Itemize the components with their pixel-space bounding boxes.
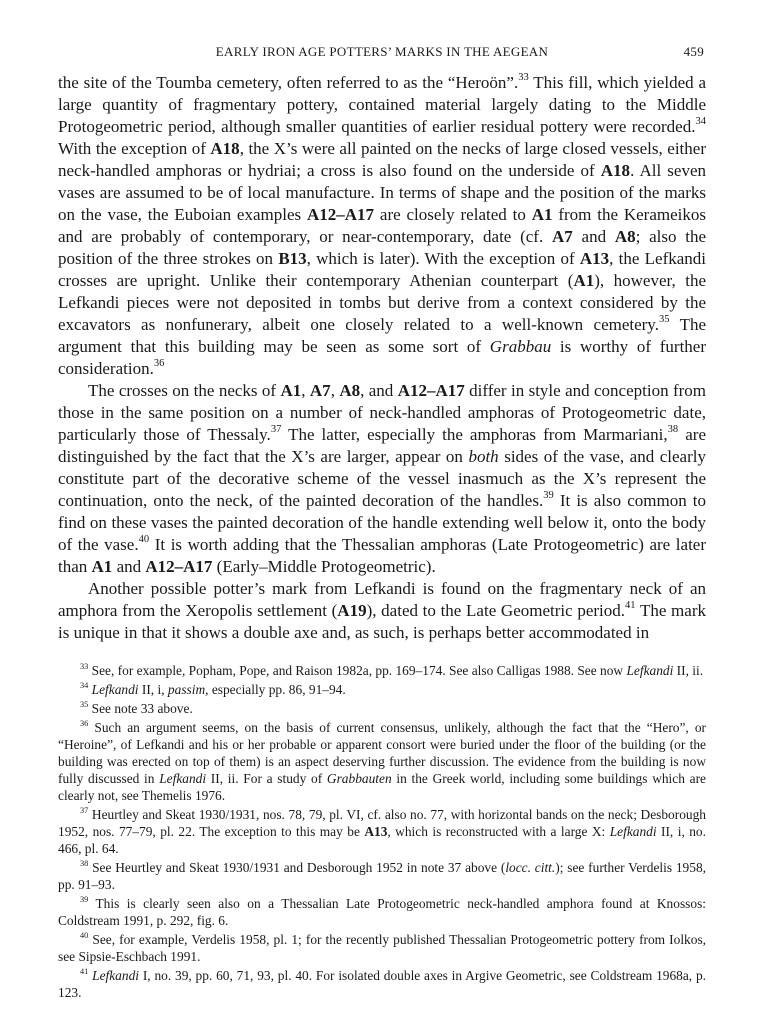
- catalogue-ref: A7: [309, 381, 331, 400]
- running-head: [58, 44, 706, 68]
- running-title: EARLY IRON AGE POTTERS’ MARKS IN THE AEGEAN: [215, 44, 549, 59]
- catalogue-ref: A12–A17: [306, 205, 375, 224]
- paragraph-3: Another possible potter’s mark from Lefkandi is found on the fragmentary neck of an amphora from the Xeropolis settlement (A19), dated to the Late Geometric period.$^{41}$ The mark is unique in that it shows a double axe and, as such, is perhaps better accommodated in: [58, 579, 706, 642]
- footnote-ref: 36: [153, 358, 165, 370]
- catalogue-ref: B13: [278, 249, 307, 268]
- page-number: 459: [683, 44, 704, 59]
- catalogue-ref: A8: [614, 227, 636, 246]
- catalogue-ref: A1: [280, 381, 302, 400]
- catalogue-ref: A12–A17: [397, 381, 465, 400]
- footnote-33: $^{33}$ See, for example, Popham, Pope, and Raison 1982a, pp. 169–174. See also Calligas 1988. See now Lefkandi II, ii.: [80, 661, 704, 678]
- paragraph-2: The crosses on the necks of A1, A7, A8, and A12–A17 differ in style and conception from those in the same position on a number of neck-handled amphoras of Protogeometric date, particularly those of Thessaly.$^{37}$ The latter, especially the amphoras from Marmariani,$^{38}$ are distinguished by the fact that the X’s are larger, appear on both sides of the vase, and clearly constitute part of the decorative scheme of the vessel inasmuch as the X’s represent the continuation, onto the neck, of the painted decoration of the handles.$^{39}$ It is also common to find on these vases the painted decoration of the handle extending well below it, onto the body of the vase.$^{40}$ It is worth adding that the Thessalian amphoras (Late Protogeometric) are later than A1 and A12–A17 (Early–Middle Protogeometric).: [58, 381, 707, 576]
- footnote-37: $^{37}$ Heurtley and Skeat 1930/1931, nos. 78, 79, pl. VI, cf. also no. 77, with horizontal bands on the neck; Desborough 1952, nos. 77–79, pl. 22. The exception to this may be A13, which is reconstructed with a large X: Lefkandi II, i, no. 466, pl. 64.: [58, 805, 706, 856]
- catalogue-ref: A19: [337, 601, 367, 620]
- footnote-41: $^{41}$ Lefkandi I, no. 39, pp. 60, 71, 93, pl. 40. For isolated double axes in Argive Geometric, see Coldstream 1968a, p. 123.: [58, 966, 706, 1000]
- footnote-ref: 37: [270, 424, 282, 436]
- footnote-ref: 38: [667, 424, 679, 436]
- footnote-ref: 34: [695, 116, 706, 128]
- footnote-39: $^{39}$ This is clearly seen also on a Thessalian Late Protogeometric neck-handled amphora found at Knossos: Coldstream 1991, p. 292, fig. 6.: [58, 894, 706, 928]
- footnote-36: $^{36}$ Such an argument seems, on the basis of current consensus, unlikely, although the fact that the “Hero”, or “Heroine”, of Lefkandi and his or her probable or apparent consort were buried under the floor of the building (or the building was erected on top of them) is an aspect deserving further discussion. The evidence from the building is now fully discussed in Lefkandi II, ii. For a study of Grabbauten in the Greek world, including some buildings which are clearly not, see Themelis 1976.: [58, 718, 706, 803]
- footnote-ref: 33: [518, 72, 529, 84]
- catalogue-ref: A18: [210, 139, 240, 158]
- catalogue-ref: A12–A17: [145, 557, 213, 576]
- footnotes: [58, 662, 706, 1001]
- footnote-38: $^{38}$ See Heurtley and Skeat 1930/1931 and Desborough 1952 in note 37 above (locc. citt.); see further Verdelis 1958, pp. 91–93.: [58, 858, 706, 892]
- catalogue-ref: A1: [531, 205, 553, 224]
- footnote-34: $^{34}$ Lefkandi II, i, passim, especially pp. 86, 91–94.: [80, 680, 346, 697]
- footnote-40: $^{40}$ See, for example, Verdelis 1958, pl. 1; for the recently published Thessalian Protogeometric pottery from Iolkos, see Sipsie-Eschbach 1991.: [58, 930, 706, 964]
- footnote-ref: 39: [543, 490, 554, 502]
- catalogue-ref: A7: [551, 227, 573, 246]
- catalogue-ref: A1: [91, 557, 113, 576]
- footnote-ref: 35: [658, 314, 670, 326]
- footnote-ref: 40: [138, 534, 150, 546]
- footnote-ref: 41: [625, 600, 636, 612]
- catalogue-ref: A13: [579, 249, 610, 268]
- footnote-35: $^{35}$ See note 33 above.: [80, 699, 193, 716]
- body-text: [58, 72, 706, 644]
- catalogue-ref: A18: [600, 161, 631, 180]
- catalogue-ref: A1: [573, 271, 595, 290]
- paragraph-1: the site of the Toumba cemetery, often referred to as the “Heroön”.$^{33}$ This fill, which yielded a large quantity of fragmentary pottery, contained material largely dating to the Middle Protogeometric period, although smaller quantities of earlier residual pottery were recorded.$^{34}$ With the exception of A18, the X’s were all painted on the necks of large closed vessels, either neck-handled amphoras or hydriai; a cross is also found on the underside of A18. All seven vases are assumed to be of local manufacture. In terms of shape and the position of the marks on the vase, the Euboian examples A12–A17 are closely related to A1 from the Kerameikos and are probably of contemporary, or near-contemporary, date (cf. A7 and A8; also the position of the three strokes on B13, which is later). With the exception of A13, the Lefkandi crosses are upright. Unlike their contemporary Athenian counterpart (A1), however, the Lefkandi pieces were not deposited in tombs but derive from a context considered by the excavators as nonfunerary, albeit one closely related to a well-known cemetery.$^{35}$ The argument that this building may be seen as some sort of Grabbau is worthy of further consideration.$^{36}$: [58, 72, 707, 378]
- catalogue-ref: A8: [339, 381, 361, 400]
